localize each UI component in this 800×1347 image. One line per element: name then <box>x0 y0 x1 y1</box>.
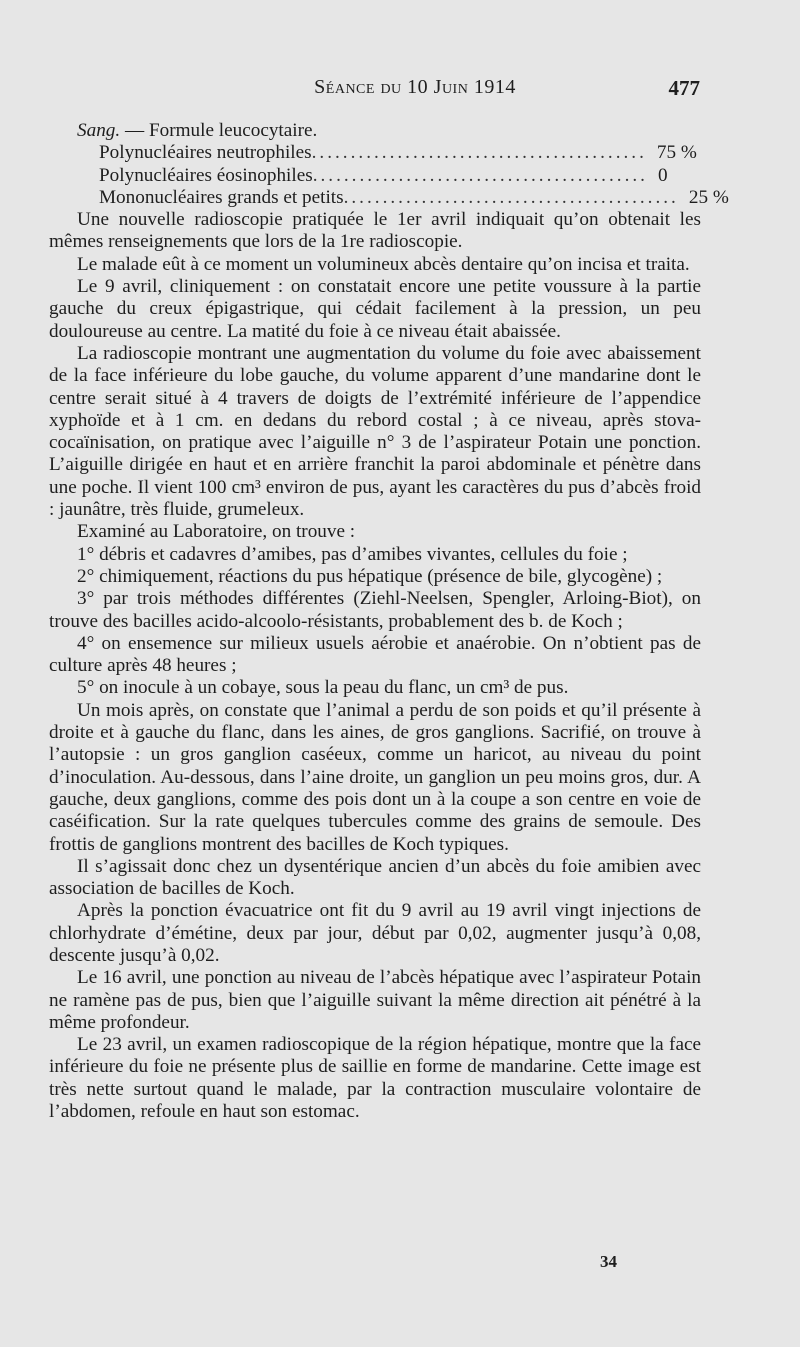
sang-rest: — Formule leucocytaire. <box>120 120 318 141</box>
list-item: 5° on inocule à un cobaye, sous la peau du flanc, un cm³ de pus. <box>77 677 569 699</box>
list-item: 1° débris et cadavres d’amibes, pas d’amibes vivantes, cellules du foie ; <box>77 543 628 565</box>
sang-heading <box>49 120 701 142</box>
formula-name: Polynucléaires neutrophiles <box>99 142 312 164</box>
paragraph: Examiné au Laboratoire, on trouve : <box>77 521 356 543</box>
paragraph: Le 23 avril, un examen radioscopique de la région hépatique, montre que la face inférieure du foie ne présente plus de saillie en forme de mandarine. Cette image est très nette surtout quand le malade, par la contraction musculaire volontaire de l’abdomen, refoule en haut son estomac. <box>49 1034 701 1123</box>
leader-dots: ........................................... <box>311 142 647 164</box>
formula-name: Polynucléaires éosinophiles <box>99 164 313 186</box>
list-item: 2° chimiquement, réactions du pus hépatique (présence de bile, glycogène) ; <box>77 565 663 587</box>
paragraph: Le 9 avril, cliniquement : on constatait encore une petite voussure à la partie gauche du creux épigastrique, qui cédait facilement à la pression, un peu douloureuse au centre. La matité du foie à ce niveau était abaissée. <box>49 276 701 342</box>
paragraph: Après la ponction évacuatrice ont fit du 9 avril au 19 avril vingt injections de chlorhydrate d’émétine, deux par jour, début par 0,02, augmenter jusqu’à 0,08, descente jusqu’à 0,02. <box>49 900 701 966</box>
leucocyte-formula <box>49 142 729 209</box>
formula-value: 25 % <box>688 186 729 208</box>
running-title: Séance du 10 Juin 1914 <box>314 76 516 98</box>
list-item: 4° on ensemence sur milieux usuels aérobie et anaérobie. On n’obtient pas de culture après 48 heures ; <box>49 632 701 677</box>
paragraph: Il s’agissait donc chez un dysentérique ancien d’un abcès du foie amibien avec association de bacilles de Koch. <box>49 855 701 900</box>
page-number: 477 <box>668 76 700 100</box>
signature-mark: 34 <box>600 1252 617 1271</box>
leader-dots: ........................................... <box>312 164 648 186</box>
paragraph: Le malade eût à ce moment un volumineux abcès dentaire qu’on incisa et traita. <box>77 253 690 275</box>
formula-row <box>49 186 729 209</box>
formula-value: 0 <box>657 164 668 186</box>
document-body <box>49 120 729 1123</box>
formula-value: 75 % <box>656 142 697 164</box>
paragraph: La radioscopie montrant une augmentation du volume du foie avec abaissement de la face inférieure du lobe gauche, du volume apparent d’une mandarine dont le centre serait situé à 4 travers de doigts de l’extrémité inférieure de l’appendice xyphoïde et à 1 cm. en dedans du rebord costal ; à ce niveau, après stova-cocaïnisation, on pratique avec l’aiguille n° 3 de l’aspirateur Potain une ponction. L’aiguille dirigée en haut et en arrière franchit la paroi abdominale et pénètre dans une poche. Il vient 100 cm³ environ de pus, ayant les caractères du pus d’abcès froid : jaunâtre, très fluide, grumeleux. <box>49 342 701 521</box>
paragraph: Un mois après, on constate que l’animal a perdu de son poids et qu’il présente à droite et à gauche du flanc, dans les aines, de gros ganglions. Sacrifié, on trouve à l’autopsie : un gros ganglion caséeux, comme un haricot, au niveau du point d’inoculation. Au-dessous, dans l’aine droite, un ganglion un peu moins gros, dur. A gauche, deux ganglions, comme des pois dont un à la coupe a son centre en voie de caséification. Sur la rate quelques tubercules comme des grains de semoule. Des frottis de ganglions montrent des bacilles de Koch typiques. <box>49 699 701 855</box>
formula-row <box>49 165 701 187</box>
formula-name: Mononucléaires grands et petits <box>99 186 344 208</box>
paragraph: Le 16 avril, une ponction au niveau de l’abcès hépatique avec l’aspirateur Potain ne ramène pas de pus, bien que l’aiguille suivant la même direction ait pénétré à la même profondeur. <box>49 967 701 1033</box>
leader-dots: ........................................... <box>343 186 679 208</box>
sang-label: Sang. <box>77 120 121 141</box>
paragraph: Une nouvelle radioscopie pratiquée le 1er avril indiquait qu’on obtenait les mêmes renseignements que lors de la 1re radioscopie. <box>49 209 701 253</box>
page-header <box>50 76 700 106</box>
formula-row <box>49 142 701 164</box>
list-item: 3° par trois méthodes différentes (Ziehl-Neelsen, Spengler, Arloing-Biot), on trouve des bacilles acido-alcoolo-résistants, probablement des b. de Koch ; <box>49 588 701 632</box>
